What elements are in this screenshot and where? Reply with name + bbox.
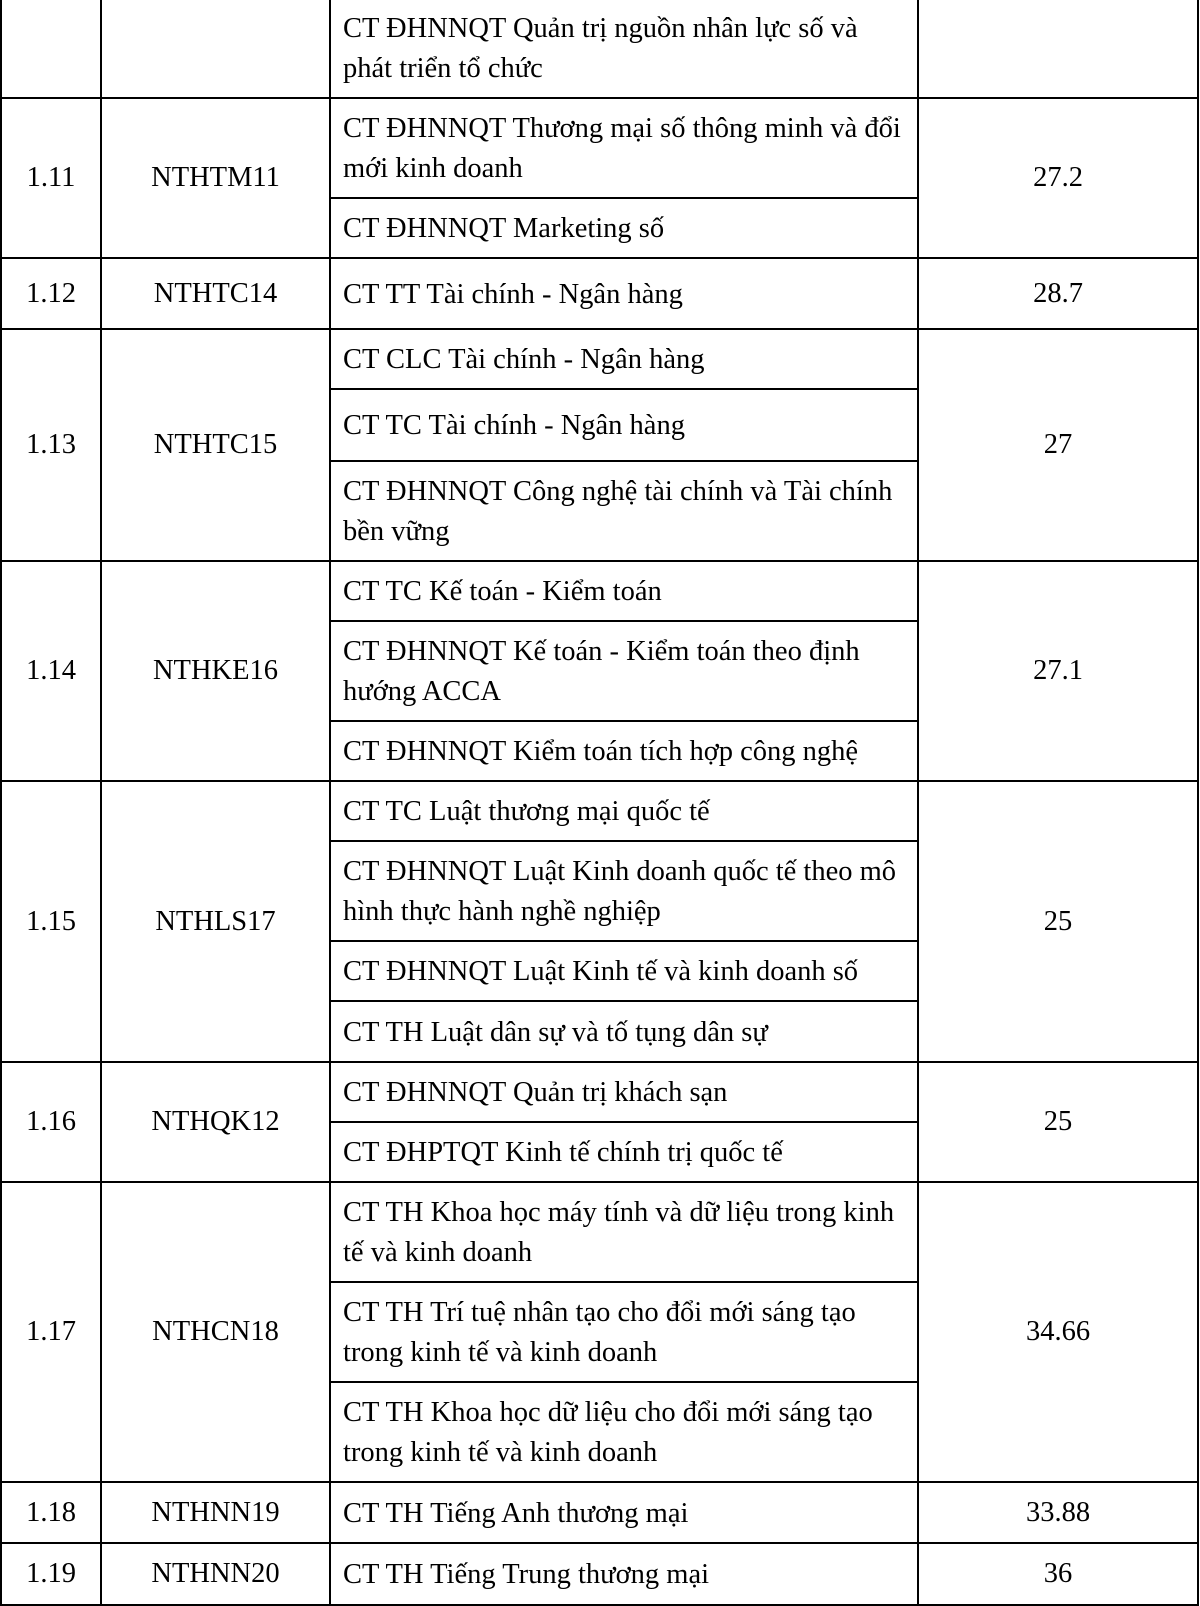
score-cell: 25 [918,781,1198,1062]
score-cell: 34.66 [918,1182,1198,1482]
major-code-cell: NTHTM11 [101,98,330,258]
table-body [1,0,1198,1605]
program-name-cell: CT TH Khoa học dữ liệu cho đổi mới sáng tạo trong kinh tế và kinh doanh [330,1382,918,1482]
program-name-cell: CT TH Tiếng Trung thương mại [330,1543,918,1605]
program-name-cell: CT ĐHNNQT Kiểm toán tích hợp công nghệ [330,721,918,781]
major-code-cell: NTHNN20 [101,1543,330,1605]
score-cell: 27.1 [918,561,1198,781]
program-name-cell: CT TH Khoa học máy tính và dữ liệu trong kinh tế và kinh doanh [330,1182,918,1282]
major-code-cell: NTHTC15 [101,329,330,561]
major-code-cell [101,0,330,98]
stt-cell: 1.17 [1,1182,101,1482]
score-cell: 28.7 [918,258,1198,329]
table-row [1,258,1198,329]
program-name-cell: CT ĐHPTQT Kinh tế chính trị quốc tế [330,1122,918,1182]
program-name-cell: CT TT Tài chính - Ngân hàng [330,258,918,329]
stt-cell: 1.13 [1,329,101,561]
stt-cell: 1.12 [1,258,101,329]
major-code-cell: NTHCN18 [101,1182,330,1482]
table-row [1,1543,1198,1605]
major-code-cell: NTHKE16 [101,561,330,781]
table-row [1,561,1198,621]
major-code-cell: NTHTC14 [101,258,330,329]
table-row [1,1182,1198,1282]
program-name-cell: CT TH Luật dân sự và tố tụng dân sự [330,1001,918,1062]
program-name-cell: CT TC Kế toán - Kiểm toán [330,561,918,621]
program-name-cell: CT ĐHNNQT Quản trị nguồn nhân lực số và phát triển tổ chức [330,0,918,98]
major-code-cell: NTHQK12 [101,1062,330,1182]
stt-cell [1,0,101,98]
program-name-cell: CT TC Tài chính - Ngân hàng [330,389,918,461]
program-name-cell: CT ĐHNNQT Luật Kinh doanh quốc tế theo mô hình thực hành nghề nghiệp [330,841,918,941]
program-name-cell: CT ĐHNNQT Kế toán - Kiểm toán theo định hướng ACCA [330,621,918,721]
major-code-cell: NTHNN19 [101,1482,330,1543]
stt-cell: 1.16 [1,1062,101,1182]
table-row [1,1062,1198,1122]
program-name-cell: CT ĐHNNQT Luật Kinh tế và kinh doanh số [330,941,918,1001]
program-name-cell: CT CLC Tài chính - Ngân hàng [330,329,918,389]
program-name-cell: CT ĐHNNQT Công nghệ tài chính và Tài chính bền vững [330,461,918,561]
stt-cell: 1.15 [1,781,101,1062]
program-name-cell: CT ĐHNNQT Quản trị khách sạn [330,1062,918,1122]
table-row [1,781,1198,841]
stt-cell: 1.14 [1,561,101,781]
major-code-cell: NTHLS17 [101,781,330,1062]
table-row [1,98,1198,198]
stt-cell: 1.18 [1,1482,101,1543]
program-name-cell: CT ĐHNNQT Marketing số [330,198,918,258]
table-row [1,0,1198,98]
program-name-cell: CT TH Trí tuệ nhân tạo cho đổi mới sáng tạo trong kinh tế và kinh doanh [330,1282,918,1382]
program-name-cell: CT TC Luật thương mại quốc tế [330,781,918,841]
table-row [1,1482,1198,1543]
stt-cell: 1.11 [1,98,101,258]
score-cell: 33.88 [918,1482,1198,1543]
score-cell: 36 [918,1543,1198,1605]
score-cell [918,0,1198,98]
score-cell: 25 [918,1062,1198,1182]
table-row [1,329,1198,389]
stt-cell: 1.19 [1,1543,101,1605]
score-cell: 27 [918,329,1198,561]
program-name-cell: CT TH Tiếng Anh thương mại [330,1482,918,1543]
score-cell: 27.2 [918,98,1198,258]
program-name-cell: CT ĐHNNQT Thương mại số thông minh và đổi mới kinh doanh [330,98,918,198]
